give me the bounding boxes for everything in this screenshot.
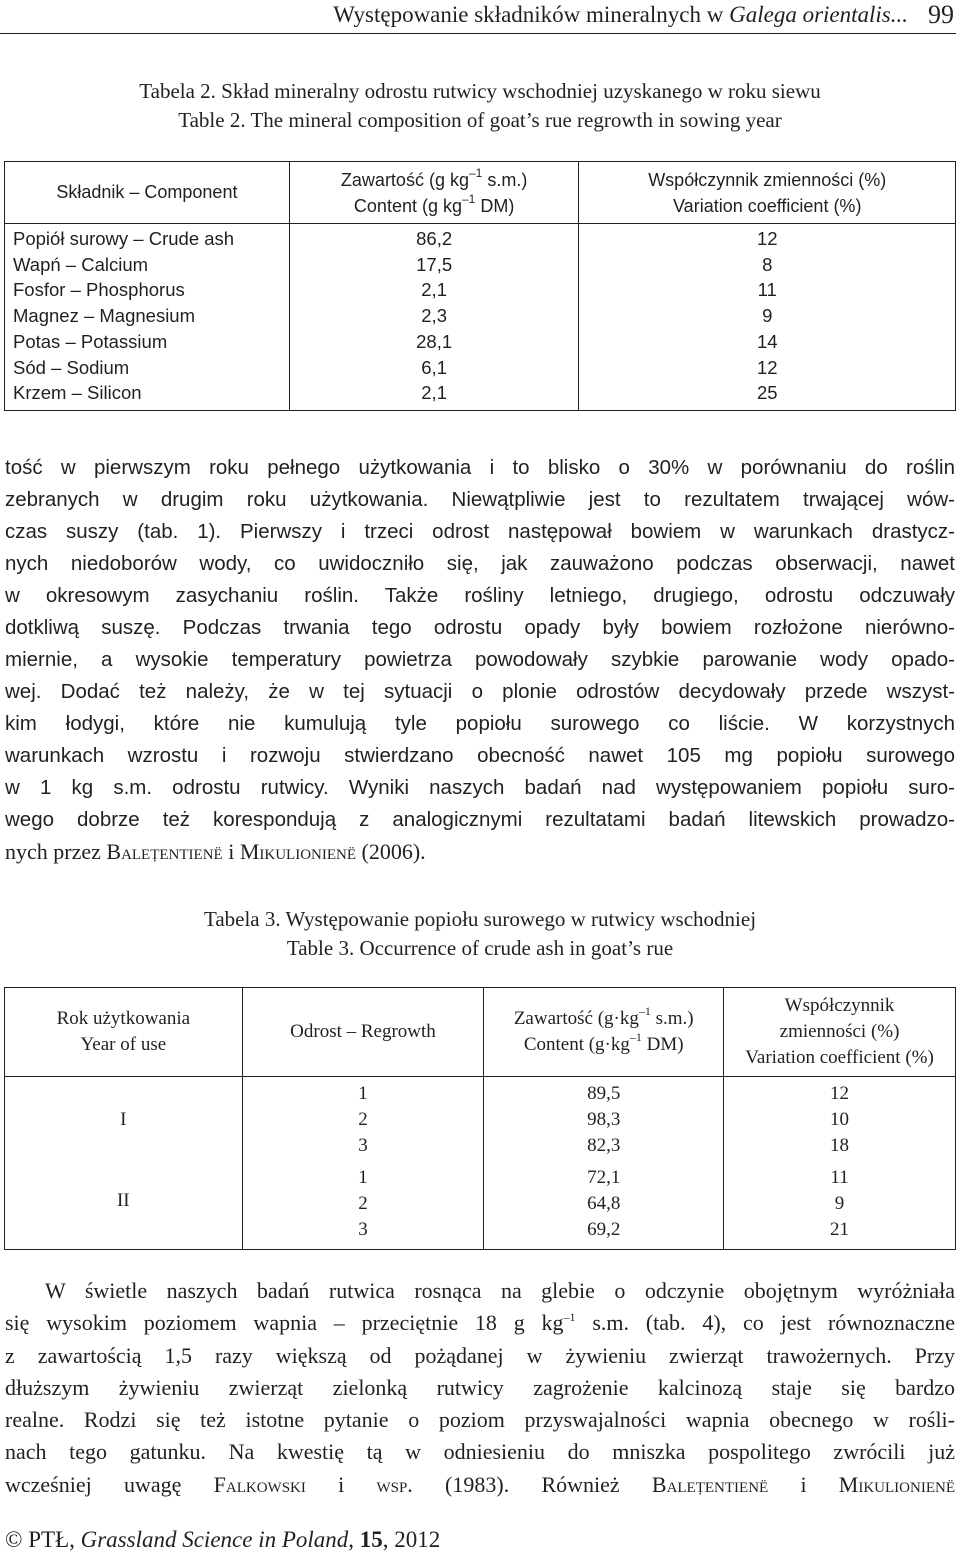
text-line: miernie, a wysokie temperatury powietrza powodowały szybkie parowanie wody opado- — [5, 648, 955, 671]
page-number: 99 — [928, 0, 954, 29]
paragraph-2 — [5, 1275, 955, 1501]
author-name: Mikulionienë — [838, 1471, 955, 1497]
running-header — [0, 0, 956, 36]
table-cell-value: 98,3 — [587, 1109, 621, 1130]
table3-body — [5, 1077, 956, 1250]
table-cell-value: 12 — [830, 1083, 850, 1104]
author-name: wsp. — [376, 1471, 413, 1497]
table-cell-value: 11 — [757, 279, 777, 301]
table-cell-value: 2,3 — [421, 305, 447, 327]
table3-col-content: Zawartość ($g\cdot kg^{-1}$ s.m.) Content ($g\cdot kg^{-1}$ DM) — [484, 988, 724, 1077]
table-row-label: Krzem – Silicon — [13, 382, 142, 404]
table-row-label: Fosfor – Phosphorus — [13, 279, 185, 301]
text-line: w okresowym zasychaniu roślin. Także rośliny letniego, drugiego, odrostu odczuwały — [5, 584, 955, 607]
table-cell-value: 2,1 — [421, 382, 447, 404]
table-row-label: Popiół surowy – Crude ash — [13, 228, 235, 249]
table2-header-row — [5, 162, 956, 224]
text-line: kim łodygi, które nie kumulują tyle popiołu surowego co liście. W korzystnych — [5, 712, 955, 735]
text-line: nych przez Balețentienë i Mikulionienë (2006). — [5, 839, 426, 864]
table-cell-value: 2,1 — [421, 279, 447, 301]
table-row-label: I — [120, 1109, 127, 1130]
footer-journal: Grassland Science in Poland — [80, 1527, 349, 1552]
table3-col-cv: Współczynnik zmienności (%) Variation coefficient (%) — [724, 988, 956, 1077]
table-cell-value: 82,3 — [587, 1135, 621, 1156]
text-line: dotkliwą suszę. Podczas trwania tego odrostu opady były bowiem rozłożone nierówno- — [5, 616, 955, 639]
running-title-species: Galega orientalis... — [729, 2, 908, 27]
text-line: nach tego gatunku. Na kwestię tą w odniesieniu do mniszka pospolitego zwrócili już — [5, 1439, 955, 1465]
text-line: nych niedoborów wody, co uwidoczniło się, jak zauważono podczas obserwacji, nawet — [5, 552, 955, 575]
paragraph-1 — [5, 452, 955, 868]
table2-col-content: Zawartość (g $kg^{-1}$ s.m.) Content (g $kg^{-1}$ DM) — [289, 162, 579, 224]
table-cell-value: 89,5 — [587, 1083, 621, 1104]
table-cell-value: 1 — [358, 1083, 368, 1104]
author-name: Mikulionienë — [239, 839, 357, 864]
table-cell-value: 86,2 — [416, 228, 453, 249]
text-line: z zawartością 1,5 razy większą od pożądanej w żywieniu zwierząt trawożernych. Przy — [5, 1342, 955, 1368]
text-line: wego dobrze też korespondują z analogicznymi rezultatami badań litewskich prowadzo- — [5, 808, 955, 831]
table-cell-value: 8 — [762, 253, 773, 275]
table-cell-value: 1 — [358, 1167, 368, 1188]
table3 — [4, 987, 956, 1250]
table-cell-value: 2 — [358, 1193, 368, 1214]
table-cell-value: 18 — [830, 1135, 850, 1156]
table-cell-value: 10 — [830, 1109, 850, 1130]
table-cell-value: 17,5 — [416, 253, 453, 275]
text-line: się wysokim poziomem wapnia – przeciętnie 18 g $kg^{-1}$ s.m. (tab. 4), co jest równoznaczne — [5, 1310, 955, 1336]
author-name: Falkowski — [213, 1471, 306, 1497]
text-line: wej. Dodać też należy, że w tej sytuacji o plonie odrostów decydowały przede wszyst- — [5, 680, 955, 703]
table-row-label: Potas – Potassium — [13, 330, 168, 352]
table-cell-value: 3 — [358, 1135, 368, 1156]
table-cell-value: 2 — [358, 1109, 368, 1130]
author-name: Balețentienë — [106, 839, 223, 864]
table-cell-value: 3 — [358, 1219, 368, 1240]
table2-cv-cell — [579, 224, 956, 411]
table2-caption-en: Table 2. The mineral composition of goat’s rue regrowth in sowing year — [178, 108, 782, 132]
table-row-label: II — [116, 1190, 130, 1211]
table3-year-cell — [5, 1077, 243, 1250]
table2 — [4, 161, 956, 411]
table3-regrowth-cell — [242, 1077, 484, 1250]
table2-body — [5, 224, 956, 411]
table3-header-row — [5, 988, 956, 1077]
table-cell-value: 21 — [830, 1219, 850, 1240]
footer-copyright: © PTŁ, — [5, 1527, 81, 1552]
table3-cv-cell — [724, 1077, 956, 1250]
footer-volume: 15 — [359, 1527, 383, 1552]
table3-col-year: Rok użytkowania Year of use — [5, 988, 243, 1077]
running-title — [333, 2, 908, 28]
author-name: Balețentienë — [651, 1471, 769, 1497]
text-line: dłuższym żywieniu zwierząt zielonką rutwicy zagrożenie kalcinozą staje się bardzo — [5, 1374, 955, 1400]
table-cell-value: 28,1 — [416, 330, 453, 352]
text-line: czas suszy (tab. 1). Pierwszy i trzeci odrost następował bowiem w warunkach drastycz- — [5, 520, 955, 543]
table-cell-value: 25 — [756, 382, 778, 404]
table3-content-cell — [484, 1077, 724, 1250]
table-cell-value: 11 — [830, 1167, 849, 1188]
table3-caption-en: Table 3. Occurrence of crude ash in goat’s rue — [286, 936, 674, 960]
table3-caption-pl: Tabela 3. Występowanie popiołu surowego w rutwicy wschodniej — [203, 907, 757, 931]
table-cell-value: 9 — [762, 305, 773, 327]
text-line: zebranych w drugim roku użytkowania. Niewątpliwie jest to rezultatem trwającej wów- — [5, 488, 955, 511]
table-cell-value: 69,2 — [587, 1219, 621, 1240]
table-cell-value: 12 — [756, 356, 778, 378]
footer: © PTŁ, Grassland Science in Poland, 15, 2012 — [5, 1527, 441, 1552]
table2-col-component: Składnik – Component — [5, 162, 290, 224]
table-cell-value: 14 — [756, 330, 778, 352]
table-cell-value: 9 — [834, 1193, 845, 1214]
table2-caption-pl: Tabela 2. Skład mineralny odrostu rutwicy wschodniej uzyskanego w roku siewu — [139, 79, 821, 103]
table-row-label: Sód – Sodium — [13, 356, 130, 378]
footer-year: , 2012 — [382, 1527, 441, 1552]
table-cell-value: 64,8 — [587, 1193, 621, 1214]
table-row-label: Wapń – Calcium — [13, 253, 149, 275]
table2-col-cv: Współczynnik zmienności (%) Variation coefficient (%) — [579, 162, 956, 224]
table-cell-value: 12 — [756, 228, 778, 249]
text-line: tość w pierwszym roku pełnego użytkowania i to blisko o 30% w porównaniu do roślin — [5, 456, 955, 479]
table-row-label: Magnez – Magnesium — [13, 305, 196, 327]
text-line: wcześniej uwagę Falkowski i wsp. (1983). Również Balețentienë i Mikulionienë — [5, 1471, 955, 1497]
table3-col-regrowth: Odrost – Regrowth — [242, 988, 484, 1077]
table-cell-value: 6,1 — [421, 356, 447, 378]
table2-content-cell — [289, 224, 579, 411]
table2-component-cell — [5, 224, 290, 411]
text-line: w 1 kg s.m. odrostu rutwicy. Wyniki naszych badań nad występowaniem popiołu suro- — [5, 776, 955, 799]
running-title-text: Występowanie składników mineralnych w — [333, 2, 730, 27]
header-rule — [0, 33, 956, 34]
text-line: realne. Rodzi się też istotne pytanie o poziom przyswajalności wapnia obecnego w rośli- — [5, 1407, 955, 1433]
text-line: W świetle naszych badań rutwica rosnąca na glebie o odczynie obojętnym wyróżniała — [45, 1278, 955, 1303]
text-line: warunkach wzrostu i rozwoju stwierdzano obecność nawet 105 mg popiołu surowego — [5, 744, 955, 767]
table-cell-value: 72,1 — [587, 1167, 621, 1188]
